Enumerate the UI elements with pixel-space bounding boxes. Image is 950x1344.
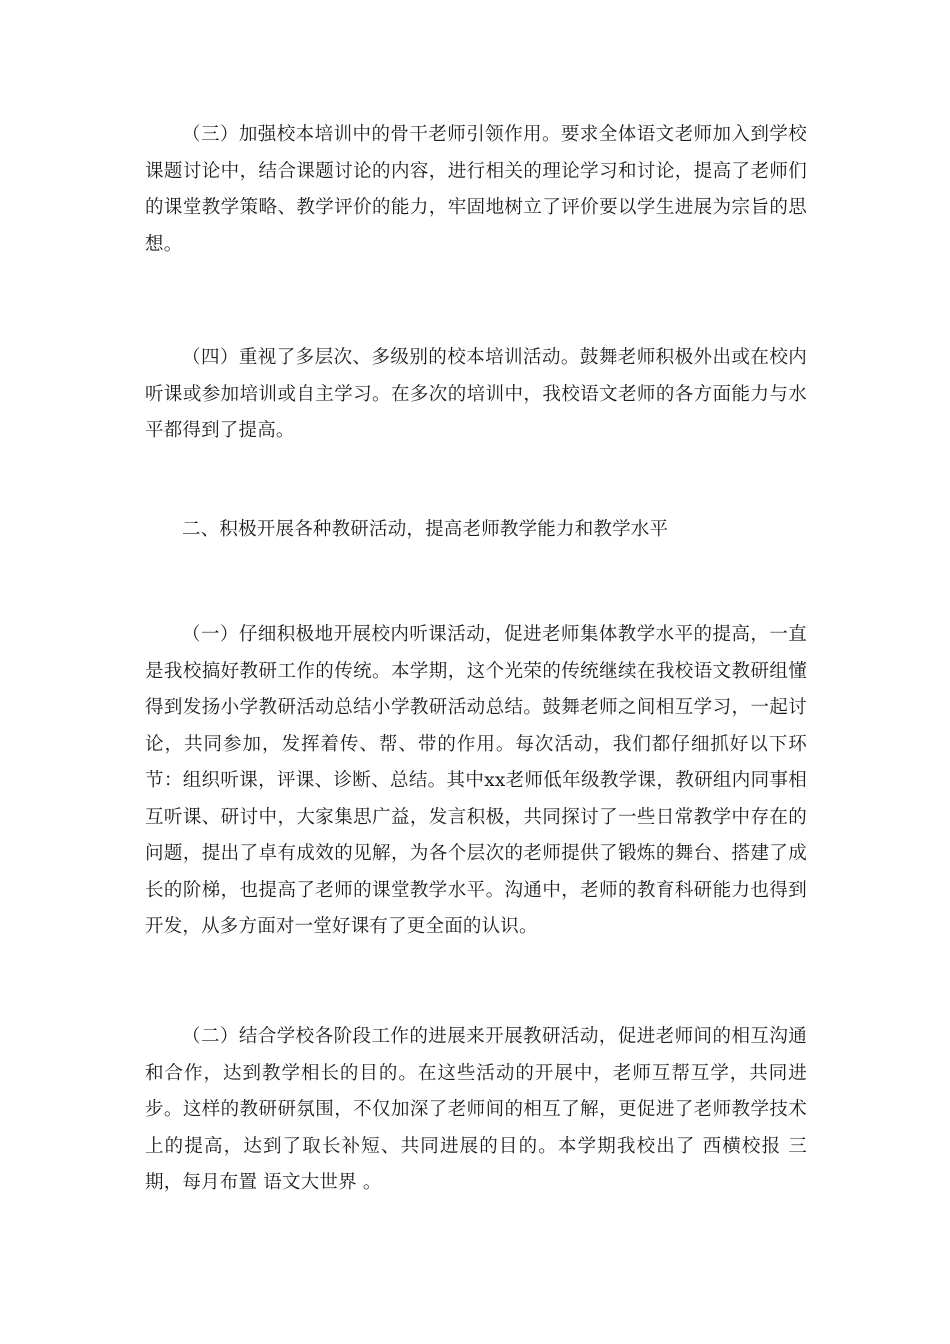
paragraph-teacher-leadership: （三）加强校本培训中的骨干老师引领作用。要求全体语文老师加入到学校课题讨论中，结合课题讨论的内容，进行相关的理论学习和讨论，提高了老师们的课堂教学策略、教学评价的能力，牢固地树立了评价要以学生进展为宗旨的思想。 [145, 124, 807, 255]
paragraph-multilevel-training: （四）重视了多层次、多级别的校本培训活动。鼓舞老师积极外出或在校内听课或参加培训或自主学习。在多次的培训中，我校语文老师的各方面能力与水平都得到了提高。 [145, 347, 807, 441]
paragraph-lesson-observation: （一）仔细积极地开展校内听课活动，促进老师集体教学水平的提高，一直是我校搞好教研工作的传统。本学期，这个光荣的传统继续在我校语文教研组懂得到发扬小学教研活动总结小学教研活动总结。鼓舞老师之间相互学习，一起讨论，共同参加，发挥着传、帮、带的作用。每次活动，我们都仔细抓好以下环节：组织听课，评课、诊断、总结。其中xx老师低年级教学课，教研组内同事相互听课、研讨中，大家集思广益，发言积极，共同探讨了一些日常教学中存在的问题，提出了卓有成效的见解，为各个层次的老师提供了锻炼的舞台、搭建了成长的阶梯，也提高了老师的课堂教学水平。沟通中，老师的教育科研能力也得到开发，从多方面对一堂好课有了更全面的认识。 [145, 624, 807, 937]
section-heading-teaching-research: 二、积极开展各种教研活动，提高老师教学能力和教学水平 [182, 519, 669, 540]
paragraph-stage-activities: （二）结合学校各阶段工作的进展来开展教研活动，促进老师间的相互沟通和合作，达到教学相长的目的。在这些活动的开展中，老师互帮互学，共同进步。这样的教研研氛围，不仅加深了老师间的相互了解，更促进了老师教学技术上的提高，达到了取长补短、共同进展的目的。本学期我校出了 西横校报 三期，每月布置 语文大世界 。 [145, 1026, 807, 1193]
